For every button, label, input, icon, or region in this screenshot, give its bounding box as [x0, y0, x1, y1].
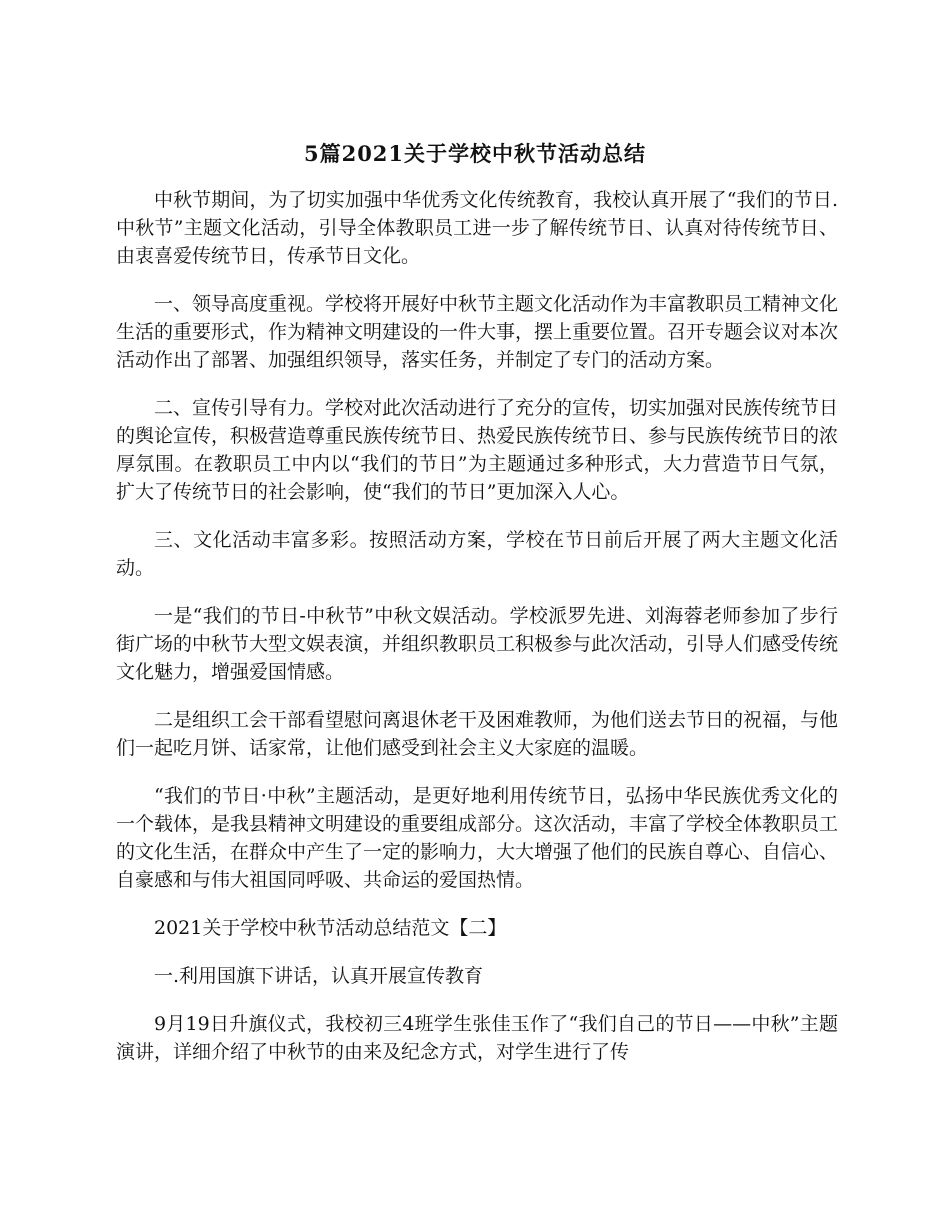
paragraph-summary: “我们的节日·中秋”主题活动，是更好地利用传统节日，弘扬中华民族优秀文化的一个载体，是我县精神文明建设的重要组成部分。这次活动，丰富了学校全体教职员工的文化生活，在群众中产生了一定的影响力，大大增强了他们的民族自尊心、自信心、自豪感和与伟大祖国同呼吸、共命运的爱国热情。: [116, 785, 839, 891]
paragraph-intro: 中秋节期间，为了切实加强中华优秀文化传统教育，我校认真开展了“我们的节日.中秋节”主题文化活动，引导全体教职员工进一步了解传统节日、认真对待传统节日、由衷喜爱传统节日，传承节日文化。: [116, 189, 838, 267]
section-heading-two: 2021关于学校中秋节活动总结范文【二】: [154, 917, 507, 939]
document-body: [116, 186, 838, 1086]
document-title: 5篇2021关于学校中秋节活动总结: [303, 141, 647, 166]
paragraph-publicity: 二、宣传引导有力。学校对此次活动进行了充分的宣传，切实加强对民族传统节日的舆论宣传，积极营造尊重民族传统节日、热爱民族传统节日、参与民族传统节日的浓厚氛围。在教职员工中内以“我们的节日”为主题通过多种形式，大力营造节日气氛，扩大了传统节日的社会影响，使“我们的节日”更加深入人心。: [116, 397, 839, 503]
paragraph-activities: 三、文化活动丰富多彩。按照活动方案，学校在节日前后开展了两大主题文化活动。: [116, 529, 838, 579]
subheading-flag-speech: 一.利用国旗下讲话，认真开展宣传教育: [154, 965, 484, 987]
paragraph-leadership: 一、领导高度重视。学校将开展好中秋节主题文化活动作为丰富教职员工精神文化生活的重要形式，作为精神文明建设的一件大事，摆上重要位置。召开专题会议对本次活动作出了部署、加强组织领导，落实任务，并制定了专门的活动方案。: [116, 293, 839, 371]
paragraph-visits: 二是组织工会干部看望慰问离退休老干及困难教师，为他们送去节日的祝福，与他们一起吃月饼、话家常，让他们感受到社会主义大家庭的温暖。: [116, 709, 839, 759]
paragraph-flag-ceremony: 9月19日升旗仪式，我校初三4班学生张佳玉作了“我们自己的节日——中秋”主题演讲，详细介绍了中秋节的由来及纪念方式，对学生进行了传: [116, 1013, 838, 1063]
paragraph-entertainment: 一是“我们的节日-中秋节”中秋文娱活动。学校派罗先进、刘海蓉老师参加了步行街广场的中秋节大型文娱表演，并组织教职员工积极参与此次活动，引导人们感受传统文化魅力，增强爱国情感。: [116, 605, 839, 683]
